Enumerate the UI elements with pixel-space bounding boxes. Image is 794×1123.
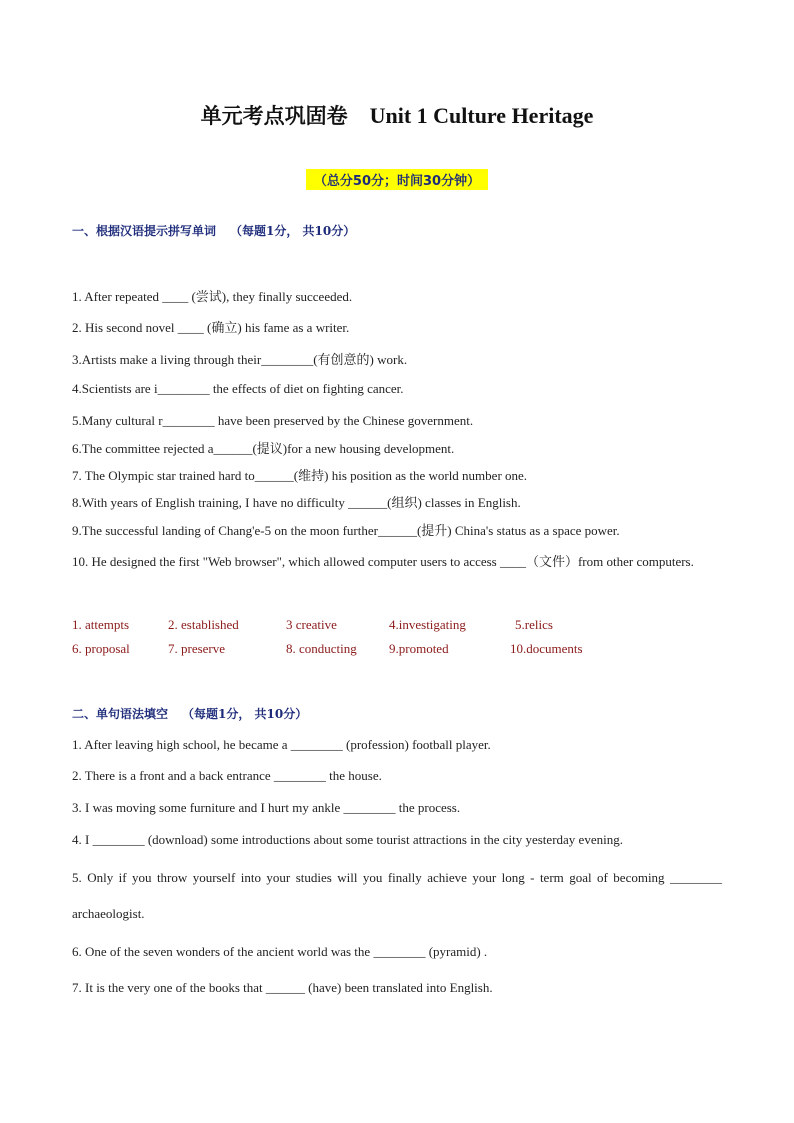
answer-10: 10.documents	[510, 641, 583, 656]
s2-question-5: 5. Only if you throw yourself into your studies will you finally achieve your long - term goal of becoming ________ archaeologist.	[72, 870, 722, 921]
page-title	[0, 100, 794, 130]
section1-heading	[72, 222, 355, 239]
section2-heading	[72, 705, 307, 722]
title-english: Unit 1 Culture Heritage	[369, 103, 594, 128]
section1-title: 一、根据汉语提示拼写单词	[72, 224, 217, 238]
s2-question-3: 3. I was moving some furniture and I hurt my ankle ________ the process.	[72, 800, 461, 815]
section1-points: （每题1分， 共10分）	[230, 224, 356, 238]
score-time-subtitle: （总分50分；时间30分钟）	[306, 169, 488, 190]
s1-question-8: 8.With years of English training, I have no difficulty ______(组织) classes in English.	[72, 495, 521, 510]
title-chinese: 单元考点巩固卷	[200, 103, 348, 128]
answer-7: 7. preserve	[168, 641, 226, 656]
answer-2: 2. established	[168, 617, 239, 632]
answer-3: 3 creative	[286, 617, 337, 632]
s2-question-6: 6. One of the seven wonders of the ancient world was the ________ (pyramid) .	[72, 944, 488, 959]
answer-1: 1. attempts	[72, 617, 130, 632]
answer-9: 9.promoted	[389, 641, 449, 656]
s1-question-3: 3.Artists make a living through their________(有创意的) work.	[72, 352, 408, 367]
s2-question-1: 1. After leaving high school, he became a ________ (profession) football player.	[72, 737, 491, 752]
answer-6: 6. proposal	[72, 641, 130, 656]
section2-points: （每题1分， 共10分）	[182, 707, 308, 721]
s1-question-4: 4.Scientists are i________ the effects of diet on fighting cancer.	[72, 381, 404, 396]
s1-question-7: 7. The Olympic star trained hard to______(维持) his position as the world number one.	[72, 468, 528, 483]
section2-title: 二、单句语法填空	[72, 707, 169, 721]
answer-8: 8. conducting	[286, 641, 357, 656]
answer-4: 4.investigating	[389, 617, 466, 632]
s1-question-5: 5.Many cultural r________ have been preserved by the Chinese government.	[72, 413, 474, 428]
subtitle-wrap	[0, 169, 794, 190]
s1-question-10: 10. He designed the first "Web browser", which allowed computer users to access ____（文件）from other computers.	[72, 554, 694, 569]
s1-question-2: 2. His second novel ____ (确立) his fame as a writer.	[72, 320, 350, 335]
s1-question-1: 1. After repeated ____ (尝试), they finally succeeded.	[72, 289, 353, 304]
s1-question-6: 6.The committee rejected a______(提议)for a new housing development.	[72, 441, 455, 456]
s2-question-4: 4. I ________ (download) some introductions about some tourist attractions in the city yesterday evening.	[72, 832, 623, 847]
s1-question-9: 9.The successful landing of Chang'e-5 on the moon further______(提升) China's status as a space power.	[72, 523, 620, 538]
answer-5: 5.relics	[515, 617, 553, 632]
s2-question-2: 2. There is a front and a back entrance ________ the house.	[72, 768, 382, 783]
s2-question-7: 7. It is the very one of the books that ______ (have) been translated into English.	[72, 980, 493, 995]
